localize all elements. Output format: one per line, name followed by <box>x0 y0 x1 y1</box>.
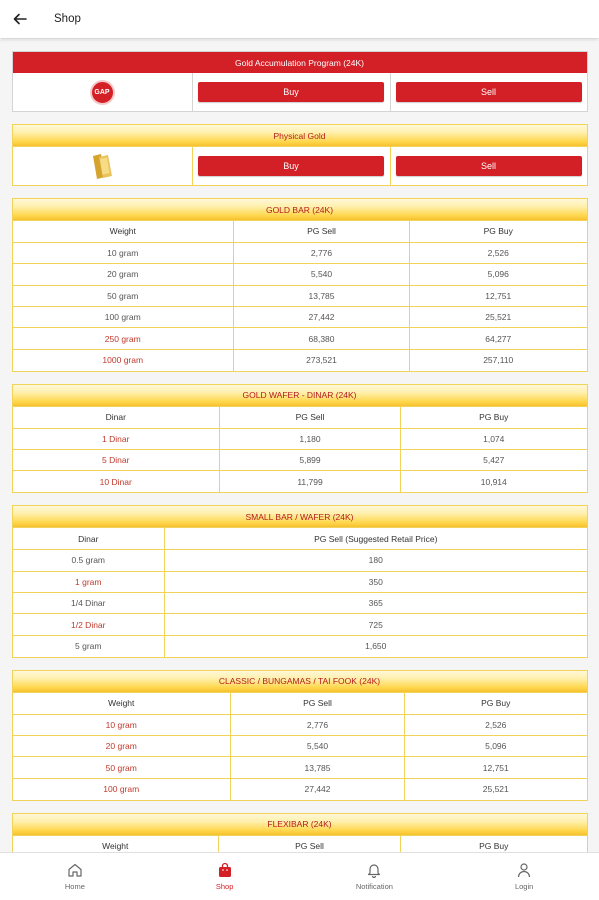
weight-cell: 5 Dinar <box>13 450 220 471</box>
sell-cell: 68,380 <box>234 328 410 349</box>
shopping-bag-icon <box>217 862 233 878</box>
column-header: PG Sell (Suggested Retail Price) <box>165 528 587 549</box>
column-header: PG Buy <box>401 836 587 852</box>
sell-cell: 5,899 <box>220 450 401 471</box>
column-header: PG Sell <box>234 221 410 242</box>
nav-label: Login <box>514 882 534 891</box>
column-header: Weight <box>13 836 219 852</box>
weight-cell: 50 gram <box>13 285 234 306</box>
weight-cell: 1 Dinar <box>13 428 220 449</box>
sell-cell: 350 <box>165 571 587 592</box>
sell-cell: 27,442 <box>231 778 405 799</box>
gold-bars-icon <box>90 151 114 181</box>
table-row[interactable] <box>13 328 587 349</box>
buy-cell: 25,521 <box>410 307 587 328</box>
weight-cell: 1 gram <box>13 571 165 592</box>
buy-cell: 10,914 <box>480 476 507 487</box>
weight-cell: 20 gram <box>13 735 231 756</box>
column-header: Weight <box>13 693 231 714</box>
sell-cell: 365 <box>165 592 587 613</box>
physical-buy-button[interactable]: Buy <box>198 156 384 176</box>
back-button[interactable] <box>0 0 40 38</box>
table-row[interactable] <box>13 778 587 799</box>
weight-cell: 1000 gram <box>13 349 234 370</box>
table-row[interactable] <box>13 714 587 735</box>
nav-shop[interactable] <box>150 853 300 900</box>
physical-sell-button[interactable]: Sell <box>396 156 582 176</box>
column-header: PG Sell <box>219 836 401 852</box>
table-row[interactable] <box>13 349 587 370</box>
buy-cell: 12,751 <box>405 757 587 778</box>
buy-cell: 1,074 <box>401 428 587 449</box>
price-table <box>13 407 587 493</box>
nav-home[interactable] <box>0 853 150 900</box>
gold-wafer-dinar-section <box>12 384 588 494</box>
nav-label: Notification <box>355 882 393 891</box>
bell-icon <box>366 862 382 878</box>
column-header: PG Buy <box>401 407 587 428</box>
sell-cell: 5,540 <box>234 264 410 285</box>
buy-cell: 25,521 <box>482 784 509 795</box>
section-title: FLEXIBAR (24K) <box>13 814 587 836</box>
column-header: PG Buy <box>405 693 587 714</box>
nav-login[interactable] <box>449 853 599 900</box>
buy-cell: 64,277 <box>410 328 587 349</box>
weight-cell: 0.5 gram <box>13 550 165 571</box>
gap-title: Gold Accumulation Program (24K) <box>13 52 587 73</box>
table-row[interactable] <box>13 635 587 656</box>
app-bar <box>0 0 599 38</box>
buy-cell: 5,096 <box>410 264 587 285</box>
sell-cell: 1,180 <box>220 428 401 449</box>
buy-cell: 2,526 <box>410 242 587 263</box>
sell-cell: 725 <box>165 614 587 635</box>
table-row[interactable] <box>13 285 587 306</box>
section-title: SMALL BAR / WAFER (24K) <box>13 506 587 528</box>
sell-cell: 13,785 <box>234 285 410 306</box>
sell-cell: 13,785 <box>231 757 405 778</box>
weight-cell: 50 gram <box>13 757 231 778</box>
table-row[interactable] <box>13 550 587 571</box>
page-title: Shop <box>54 13 81 25</box>
weight-cell: 10 gram <box>13 714 231 735</box>
sell-cell: 180 <box>165 550 587 571</box>
gap-buy-button[interactable]: Buy <box>198 82 384 102</box>
sell-cell: 1,650 <box>365 641 387 652</box>
sell-cell: 2,776 <box>234 242 410 263</box>
flexibar-section <box>12 813 588 852</box>
table-row[interactable] <box>13 614 587 635</box>
table-row[interactable] <box>13 307 587 328</box>
sell-cell: 5,540 <box>231 735 405 756</box>
buy-cell: 2,526 <box>405 714 587 735</box>
weight-cell: 10 gram <box>13 242 234 263</box>
bottom-navigation <box>0 852 599 900</box>
price-table <box>13 693 587 800</box>
weight-cell: 250 gram <box>13 328 234 349</box>
table-row[interactable] <box>13 264 587 285</box>
column-header: PG Sell <box>220 407 401 428</box>
physical-gold-section <box>12 124 588 186</box>
small-bar-wafer-section <box>12 505 588 657</box>
nav-notification[interactable] <box>300 853 450 900</box>
column-header: PG Sell <box>231 693 405 714</box>
buy-cell: 5,427 <box>401 450 587 471</box>
buy-cell: 5,096 <box>405 735 587 756</box>
scroll-content[interactable] <box>0 40 599 852</box>
table-row[interactable] <box>13 757 587 778</box>
nav-label: Shop <box>215 882 234 891</box>
buy-cell: 12,751 <box>410 285 587 306</box>
price-table <box>13 221 587 371</box>
user-icon <box>516 862 532 878</box>
column-header: Dinar <box>13 407 220 428</box>
gap-logo-icon: GAP <box>90 80 115 105</box>
column-header: PG Buy <box>410 221 587 242</box>
gap-section <box>12 51 588 112</box>
sell-cell: 11,799 <box>220 471 401 492</box>
sell-cell: 2,776 <box>231 714 405 735</box>
section-title: GOLD WAFER - DINAR (24K) <box>13 385 587 407</box>
table-row[interactable] <box>13 471 587 492</box>
table-row[interactable] <box>13 450 587 471</box>
table-row[interactable] <box>13 242 587 263</box>
gold-bar-section <box>12 198 588 372</box>
home-icon <box>67 862 83 878</box>
sell-cell: 273,521 <box>234 349 410 370</box>
buy-cell: 257,110 <box>483 355 514 366</box>
weight-cell: 5 gram <box>13 635 165 656</box>
section-title: GOLD BAR (24K) <box>13 199 587 221</box>
weight-cell: 10 Dinar <box>13 471 220 492</box>
nav-label: Home <box>64 882 85 891</box>
classic-section <box>12 670 588 801</box>
table-row[interactable] <box>13 735 587 756</box>
weight-cell: 100 gram <box>13 307 234 328</box>
sell-cell: 27,442 <box>234 307 410 328</box>
table-row[interactable] <box>13 592 587 613</box>
weight-cell: 1/4 Dinar <box>13 592 165 613</box>
column-header: Dinar <box>13 528 165 549</box>
arrow-left-icon <box>13 12 27 26</box>
gap-sell-button[interactable]: Sell <box>396 82 582 102</box>
column-header: Weight <box>13 221 234 242</box>
weight-cell: 20 gram <box>13 264 234 285</box>
physical-gold-title: Physical Gold <box>13 125 587 147</box>
table-row[interactable] <box>13 428 587 449</box>
weight-cell: 100 gram <box>13 778 231 799</box>
weight-cell: 1/2 Dinar <box>13 614 165 635</box>
price-table <box>13 836 587 852</box>
table-row[interactable] <box>13 571 587 592</box>
section-title: CLASSIC / BUNGAMAS / TAI FOOK (24K) <box>13 671 587 693</box>
price-table <box>13 528 587 656</box>
